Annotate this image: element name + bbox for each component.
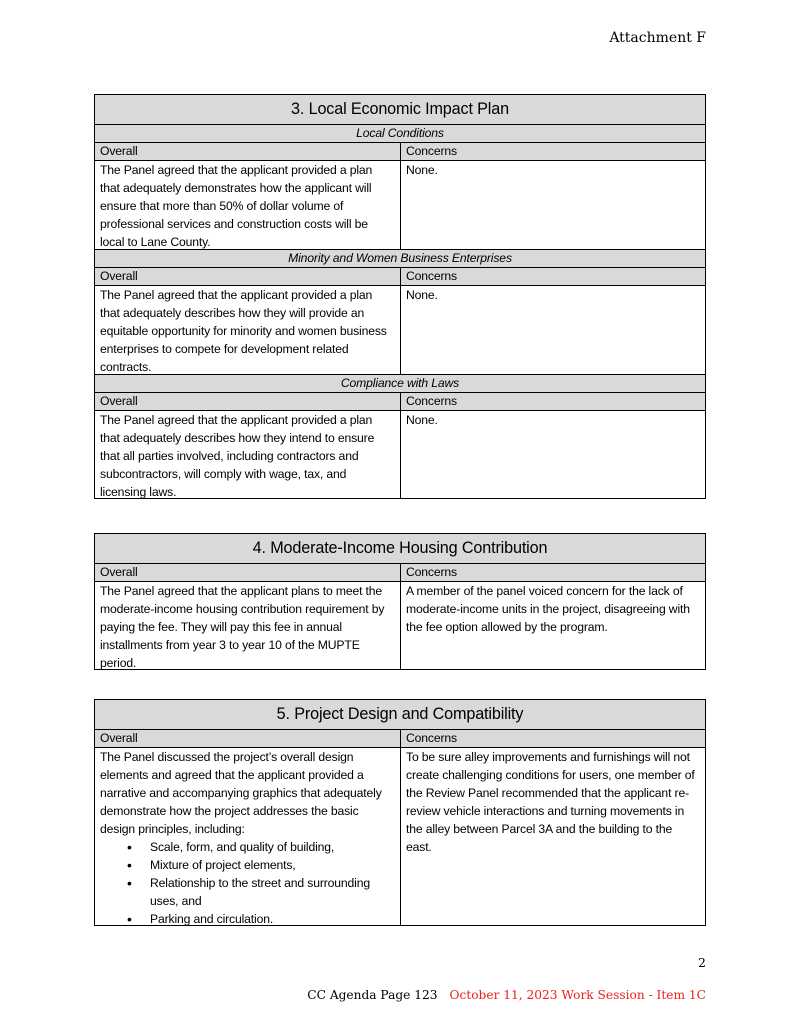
local-economic-impact-table xyxy=(94,94,706,499)
attachment-label: Attachment F xyxy=(609,30,706,46)
subsection-title: Compliance with Laws xyxy=(95,374,705,392)
agenda-page: CC Agenda Page 123 xyxy=(307,988,438,1002)
overall-cell xyxy=(95,748,401,925)
overall-header: Overall xyxy=(95,393,401,410)
concerns-header: Concerns xyxy=(406,144,457,158)
section-title: 4. Moderate-Income Housing Contribution xyxy=(95,534,705,563)
overall-header: Overall xyxy=(95,564,401,581)
list-item: • Mixture of project elements, xyxy=(150,856,395,874)
list-item: • Scale, form, and quality of building, xyxy=(150,838,395,856)
concerns-header: Concerns xyxy=(406,269,457,283)
table-row xyxy=(95,747,705,925)
table-row xyxy=(95,410,705,498)
overall-text: The Panel agreed that the applicant provided a plan that adequately demonstrates how the applicant will ensure that more than 50% of dollar volume of professional services and construction costs will be local to Lane County. xyxy=(95,161,401,249)
overall-text: The Panel discussed the project’s overall design elements and agreed that the applicant provided a narrative and accompanying graphics that adequately demonstrate how the project addresses the basic design principles, including: xyxy=(100,750,382,836)
column-header-row xyxy=(95,563,705,581)
concerns-header: Concerns xyxy=(406,731,457,745)
list-item: • Relationship to the street and surrounding uses, and xyxy=(150,874,395,910)
table-row xyxy=(95,581,705,669)
session-label: October 11, 2023 Work Session - Item 1C xyxy=(449,988,706,1002)
overall-header: Overall xyxy=(95,730,401,747)
design-principles-list xyxy=(100,838,395,928)
subsection-title: Minority and Women Business Enterprises xyxy=(95,249,705,267)
moderate-income-housing-table xyxy=(94,533,706,670)
concerns-text: None. xyxy=(406,163,438,177)
concerns-text: A member of the panel voiced concern for the lack of moderate-income units in the project, disagreeing with the fee option allowed by the program. xyxy=(406,584,690,634)
overall-text: The Panel agreed that the applicant provided a plan that adequately describes how they will provide an equitable opportunity for minority and women business enterprises to compete for development related contracts. xyxy=(95,286,401,374)
footer xyxy=(307,988,706,1002)
column-header-row xyxy=(95,142,705,160)
page-number: 2 xyxy=(698,955,706,970)
overall-header: Overall xyxy=(95,268,401,285)
column-header-row xyxy=(95,267,705,285)
subsection-title: Local Conditions xyxy=(95,124,705,142)
overall-text: The Panel agreed that the applicant provided a plan that adequately describes how they intend to ensure that all parties involved, including contractors and subcontractors, will comply with wage, tax, and licensing laws. xyxy=(95,411,401,498)
overall-header: Overall xyxy=(95,143,401,160)
column-header-row xyxy=(95,392,705,410)
overall-text: The Panel agreed that the applicant plans to meet the moderate-income housing contribution requirement by paying the fee. They will pay this fee in annual installments from year 3 to year 10 of the MUPTE period. xyxy=(95,582,401,669)
concerns-text: None. xyxy=(406,288,438,302)
concerns-header: Concerns xyxy=(406,394,457,408)
section-title: 5. Project Design and Compatibility xyxy=(95,700,705,729)
column-header-row xyxy=(95,729,705,747)
project-design-table xyxy=(94,699,706,926)
table-row xyxy=(95,160,705,249)
concerns-header: Concerns xyxy=(406,565,457,579)
concerns-text: None. xyxy=(406,413,438,427)
table-row xyxy=(95,285,705,374)
concerns-text: To be sure alley improvements and furnishings will not create challenging conditions for users, one member of the Review Panel recommended that the applicant re-review vehicle interactions and turning movements in the alley between Parcel 3A and the building to the east. xyxy=(406,750,695,854)
list-item: • Parking and circulation. xyxy=(150,910,395,928)
section-title: 3. Local Economic Impact Plan xyxy=(95,95,705,124)
